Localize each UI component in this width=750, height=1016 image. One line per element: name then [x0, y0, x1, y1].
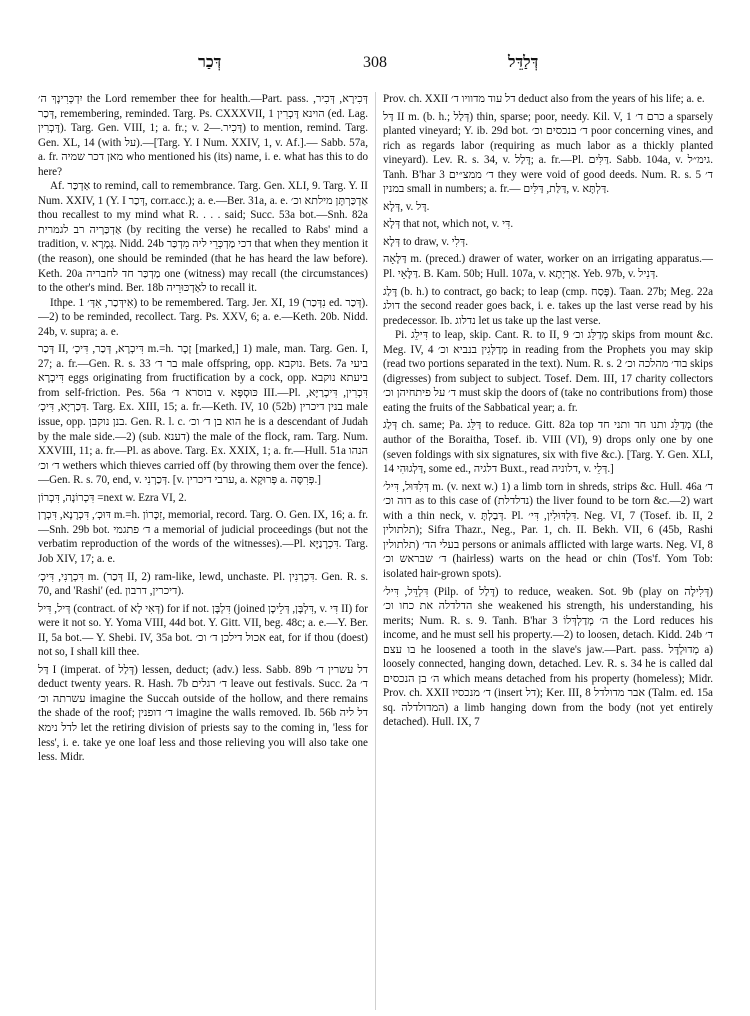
entry-text: דְּלִדּוּל, דִּיל׳ m. (v. next w.) 1) a limb torn in shreds, strips &c. Hull. 46a ד׳ דוה וכ׳ as to this case of (נדלדלת) the liver found to be torn &c.—2) wart with a thin neck, v. דְּבַלְתָּ. Pl. דִּלְדּוּלִין, דִּי׳. Neg. VI, 7 (Tosef. ib. II, 2 תלתולין); Sifra Thazr., Neg., Par. 1, ch. II. Bekh. VII, 6 (45b, Rashi תלתולין) בעלי הד׳ persons or animals afflicted with large warts. Neg. VI, 8 ד׳ שבראש וכ׳ (hairless) warts on the head or chin (Tos'f. Yom Tob: isolated hair-grown spots).: [383, 480, 713, 580]
entry-text: דְּיל, דִּיל (contract. of דְּאִי לָא) for if not. דִּלְבָּן (joined דִּלְבָּן, דְּלֵיכָן, v. דִּי II) for were it not so. Y. Yoma VIII, 44d bot. Y. Gitt. VII, beg. 48c; a. e.—Y. Ber. II, 5a bot.— Y. Shebi. IV, 35a bot. אכול דילכן ד׳ וכ׳ eat, for if thou (doest) not so, I shall kill thee.: [38, 602, 368, 659]
entry-text: דּוּכְ׳, דִּכְרָנָא, דִּכְרָן m.=h. זִכָּרוֹן, memorial, record. Targ. O. Gen. IX, 16; a. fr.—Snh. 29b bot. ד׳ פתגמי a memorial of judicial proceedings (but not the verbatim reproduction of the words of the witnesses).—Pl. דִּכְרָנַיָּא. Targ. Job XIV, 17; a. e.: [38, 509, 368, 565]
entry-text: דַּלָּאָה m. (preced.) drawer of water, worker on an irrigating apparatus.—Pl. דַּלָּאֵי. B. Kam. 50b; Hull. 107a, v. אַרְיָתָא. Yeb. 97b, v. דְּנִיל.: [383, 253, 713, 281]
entry-text: Af. אַדְכַּר to remind, call to remembrance. Targ. Gen. XLI, 9. Targ. Y. II Num. XXIV, 1 (Y. I דְּכַר, corr.acc.); a. e.—Ber. 31a, a. e. אַדְכַּרְתָּן מילתא וכ׳ thou recallest to my mind what R. . . . said; Succ. 53a bot.—Snh. 82a אַדְכַּרְיה רב לגמרית (by reciting the verse) he recalled to Rabs' mind a tradition, v. גְּמָרָא. Nidd. 24b דכי מַדְכְּרֵי ליה מִדְכַּר that when they mention it (the reason), one should be reminded (that he has heard the law before). Keth. 20a מַדְכַּר חד לחבריה one (witness) may recall (the circumstances) to the other's mind. Ber. 18b לאַדְכּוּרֵיה to recall it.: [38, 180, 368, 295]
entry-text: דַּל II m. (b. h.; דְּלַל) thin, sparse; poor, needy. Kil. V, 1 כרם ד׳ a sparsely planted vineyard; Y. ib. 29d bot. ד׳ בנכסים וכ׳ poor concerning vines, and rich as regards labor (requiring as much labor as a thickly planted vineyard). Lev. R. s. 34, v. דָּלַל; a. fr.—Pl. דַּלִּים. Sabb. 104a, v. גימ״ל. Tanh. B'har 3 ד׳ ממצ״ים they were void of good deeds. Num. R. s. 5 ד׳ במנין small in numbers; a. fr.— דַּלַּת, דַּלִּים, v. דַּלְתָּא.: [383, 110, 713, 196]
entry-text: דְּלָא to draw, v. דְּלִי.: [383, 235, 468, 248]
entry-text: דְּלַג ch. same; Pa. דַּלֵּג to reduce. Gitt. 82a top מְדַלֵּג ותנו חד ותני חד (the author of the Boraitha, Tosef. ib. VIII (VI), 9) drops only one by one (seven foldings with six signatures, six with five &c.). [Targ. Y. Gen. XLI, 14 דַּלְגוּהִי, some ed., דלגיה Buxt., read דלוניה, v. דְּלֵי.]: [383, 419, 713, 476]
entry-text: דְּכַר II, דִּיכְרָא, דְּכַר, דִּיכְ׳ m.=h. זָכָר [marked,] 1) male, man. Targ. Gen. I, 27; a. fr.—Gen. R. s. 33 בר ד׳ male offspring, opp. נוקבא. Bets. 7a ביעי דִּיכְרָא eggs originating from fructification by a cock, opp. ביעתא נוקבא from self-friction. Pes. 56a בוסרא ד׳ v. כּוּסְפָּא III.—Pl. דִּכְרִין, דִּיכְרַיָּא, דְּכַרְיָא, דִּיכְ׳. Targ. Ex. XIII, 15; a. fr.—Keth. IV, 10 (52b) בנין דיכרין male issue, opp. בנן נוקבן. Gen. R. l. c. הוא בן ד׳ וכ׳ he is a descendant of Judah by the male side.—2) (sub. דענא) the male of the flock, ram. Targ. Num. XXVIII, 11; a. fr.—Pl. as above. Targ. Ex. XXIX, 1; a. fr.—Hull. 51a הנהו ד׳ וכ׳ wethers which thieves carried off (by throwing them over the fence).—Gen. R. s. 70, end, v. דְּכַרְנִי. [v. ערבי דיכרין, a. פְּרוּקָא a. פְּרִסָּה.]: [38, 343, 368, 487]
entry-text: Pi. דִּילֵג to leap, skip. Cant. R. to II, 9 מְדַלֵּג וכ׳ skips from mount &c. Meg. IV, 4 מְדַלְּגִין בנביא וכ׳ in reading from the Prophets you may skip (read two portions separated in the text). Num. R. s. 2 בוד׳ מהלכה וכ׳ skips (digresses) from subject to subject. Tosef. Dem. III, 17 charity collectors ד׳ על פיתחיהן וכ׳ must skip the doors of (take no contributions from) those eating the fruits of the Sabbatical year; a. fr.: [383, 329, 713, 414]
page-header: [0, 0, 750, 70]
right-running-head: דְּלַדֵּל: [508, 54, 539, 71]
left-running-head: דְּכַר: [198, 54, 222, 71]
left-column: [38, 92, 368, 1010]
entry-text: דִּלְדֵּל, דִּיל׳ (Pilp. of דָּלַל) to reduce, weaken. Sot. 9b (play on דְּלִילָה) הדלדלה את כחו וכ׳ she weakened his strength, his understanding, his merits; Num. R. s. 9. Tanh. B'har 3 ה׳ מְדַלְדְּלוֹ the Lord reduces his income, and he must sell his property.—2) to loosen, detach. Kidd. 24b ד׳ בו עצם he loosened a tooth in the slave's jaw.—Part. pass. מְדוּלְדָּל a) loosely connected, hanging down, detached. Lev. R. s. 34 he is called dal ה׳ בן הנכסים which means detached from his property (homeless); Midr. Prov. ch. XXII ד׳ מנכסיו (insert דל); Ker. III, 8 אבר מדולדל (Talm. ed. 15a sq. המדולדלה) a limb hanging down from the body (not yet entirely detached). Hull. IX, 7: [383, 585, 713, 729]
entry-text: Ithpe. אִידְּכַר, אִדְּ׳ 1) to be remembered. Targ. Jer. XI, 19 (נִדְּכַר ed. דְּכַר).—2) to be reminded, recollect. Targ. Ps. XXV, 6; a. e.—Keth. 20b. Nidd. 24b, v. supra; a. e.: [38, 296, 368, 338]
page-number: 308: [363, 54, 387, 71]
right-column: [383, 92, 713, 1010]
entry-text: דַּל I (imperat. of דְּלַל) lessen, deduct; (adv.) less. Sabb. 89b דל עשרין ד׳ deduct twenty years. R. Hash. 7b ד׳ רגלים leave out festivals. Succ. 2a ד׳ עשרתה וכ׳ imagine the Succah outside of the hollow, and there remains the shade of the roof; ד׳ דופנין imagine the walls removed. Ib. 56b דל ליה לדל נימא let the retiring division of priests say to the coming in, 'less for less', i. e. take ye one loaf less and those relieving you will also take one less. Midr.: [38, 663, 368, 764]
entry-text: יִדְכְּרִינָךְ ה׳ the Lord remember thee for health.—Part. pass. דְּכִירָא, דְּכִיר, דְּכַר, remembering, reminded. Targ. Ps. CXXXVII, 1 הוינא דָּכְרִין (ed. Lag. דָּכְרִין). Targ. Gen. VIII, 1; a. fr.; v. דְּכִיר.—2) to mention, remind. Targ. Gen. XL, 14 (with על).—[Targ. Y. I Num. XXIV, 1, v. Af.].— Sabb. 57a, a. fr. מאן דכר שמיה who mentioned his (its) name, i. e. what has this to do here?: [38, 93, 368, 178]
entry-text: דָּלַג (b. h.) to contract, go back; to leap (cmp. פָּסַח). Taan. 27b; Meg. 22a דולג the second reader goes back, i. e. takes up the last verse read by his predecessor. Ib. נדלוג let us take up the last verse.: [383, 285, 713, 327]
entry-text: Prov. ch. XXII דל עוד מדוויו ד׳ deduct also from the years of his life; a. e.: [383, 93, 705, 105]
entry-text: דְּלָא, v. דָּל.: [383, 200, 430, 213]
entry-text: דִּכְרָנִי, דִּיכְ׳ m. (דְּכַר II, 2) ram-like, lewd, unchaste. Pl. דִּכְרָנִין. Gen. R. s. 70, and 'Rashi' (ed. דיכרין, דרבון).: [38, 570, 368, 598]
entry-text: דִּכְרוֹנָה, דִּכְרוֹן =next w. Ezra VI, 2.: [38, 491, 187, 504]
column-divider: [375, 92, 376, 1010]
entry-text: דְּלָא that not, which not, v. דִּי.: [383, 218, 514, 231]
